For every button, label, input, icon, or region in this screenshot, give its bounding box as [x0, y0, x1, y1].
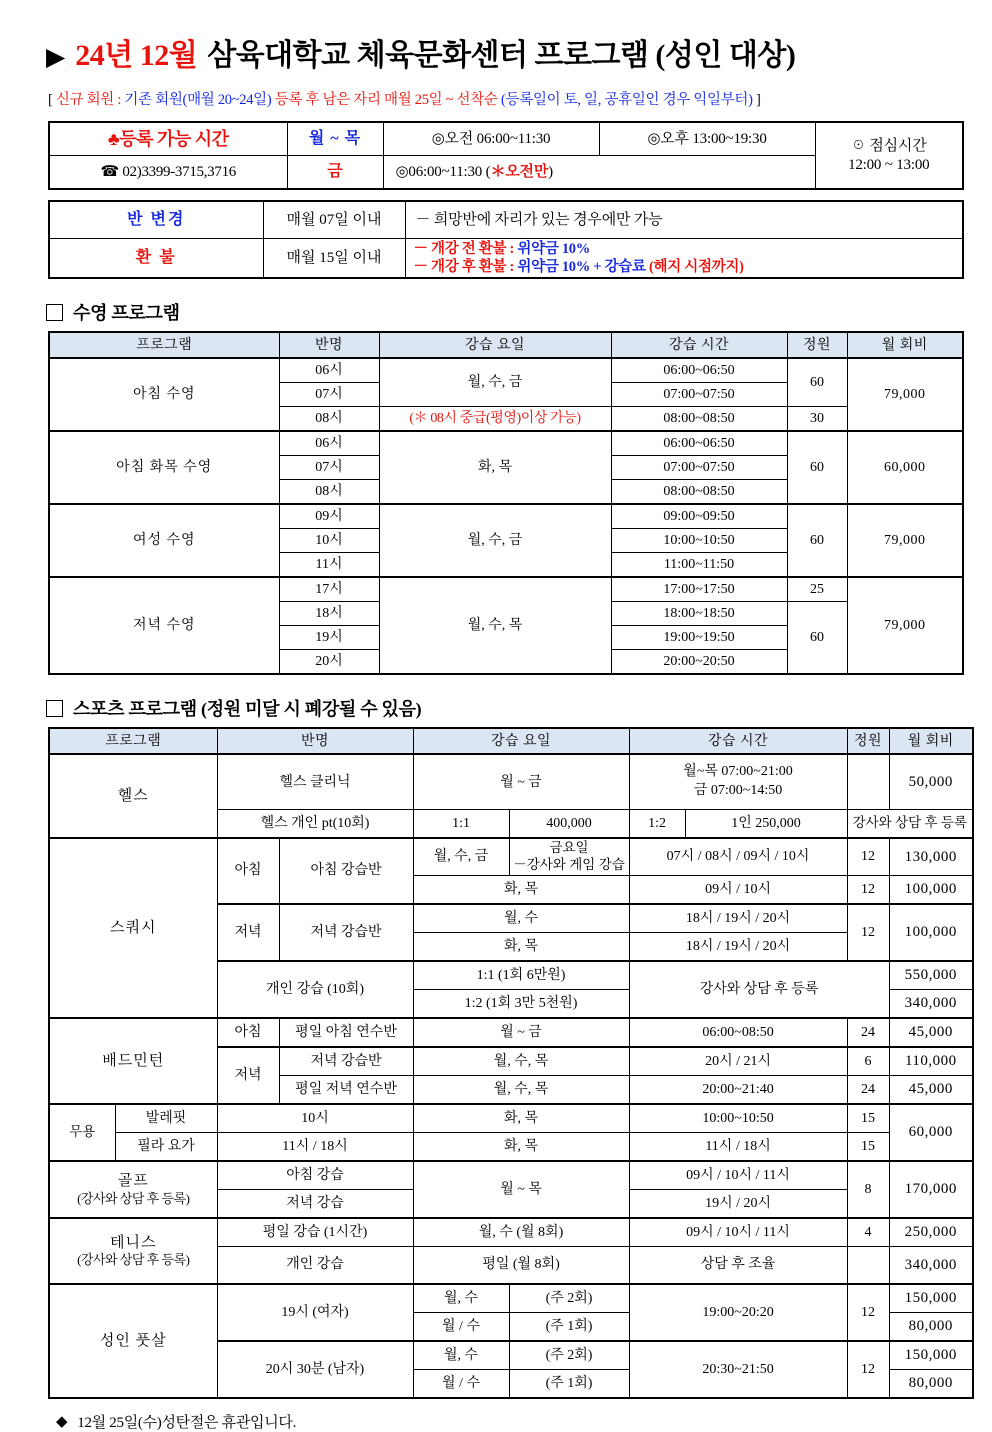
table-header-row	[49, 728, 973, 754]
swim-section-title: 수영 프로그램	[73, 303, 180, 324]
swim-class: 19시	[279, 626, 379, 650]
swim-time: 17:00~17:50	[611, 577, 787, 602]
swim-capacity: 60	[787, 504, 847, 577]
refund-line-1	[414, 240, 961, 258]
badminton-morning-label: 아침	[217, 1018, 279, 1047]
col-time: 강습 시간	[611, 332, 787, 358]
squash-m-days-1b	[509, 838, 629, 875]
futsal-class-1: 19시 (여자)	[217, 1284, 413, 1341]
squash-evening-class: 저녁 강습반	[279, 904, 413, 961]
refund-l2-a: 개강 후 환불 :	[431, 259, 515, 276]
sports-program-futsal: 성인 풋살	[49, 1284, 217, 1398]
squash-e-time-2: 18시 / 19시 / 20시	[629, 933, 847, 962]
registration-phone-cell	[49, 156, 287, 190]
col-capacity: 정원	[787, 332, 847, 358]
health-pt-price-1: 400,000	[509, 810, 629, 839]
squash-m-days-1b-line1: 금요일	[549, 840, 589, 856]
table-row	[49, 201, 963, 239]
health-clinic-days: 월 ~ 금	[413, 754, 629, 810]
swim-time: 07:00~07:50	[611, 456, 787, 480]
badminton-evening-days-1: 월, 수, 목	[413, 1047, 629, 1076]
table-row	[49, 1104, 973, 1133]
registration-days-mon-thu: 월 ~ 목	[287, 122, 383, 156]
swim-class: 07시	[279, 383, 379, 407]
table-row	[49, 1218, 973, 1247]
lunch-label: 점심시간	[869, 137, 927, 154]
swim-class: 10시	[279, 529, 379, 553]
table-row	[49, 1284, 973, 1313]
futsal-time-2: 20:30~21:50	[629, 1341, 847, 1398]
swim-class: 07시	[279, 456, 379, 480]
swim-program-name: 아침 수영	[49, 358, 279, 431]
futsal-days-1b: 월 / 수	[413, 1313, 509, 1342]
col-time: 강습 시간	[629, 728, 847, 754]
dance-time-2: 11시 / 18시	[629, 1133, 847, 1162]
telephone-icon: ☎	[100, 163, 119, 180]
futsal-days-2b: 월 / 수	[413, 1370, 509, 1399]
tennis-time-1: 09시 / 10시 / 11시	[629, 1218, 847, 1247]
health-clinic-capacity	[847, 754, 889, 810]
table-row	[49, 838, 973, 875]
refund-l1-dash: －	[413, 241, 428, 257]
health-pt-class: 헬스 개인 pt(10회)	[217, 810, 413, 839]
swim-program-name: 아침 화목 수영	[49, 431, 279, 504]
tennis-time-2: 상담 후 조율	[629, 1247, 847, 1285]
table-row	[49, 504, 963, 529]
dance-fee: 60,000	[889, 1104, 973, 1161]
page-title	[46, 30, 954, 74]
squash-m-fee-2: 100,000	[889, 876, 973, 905]
col-days: 강습 요일	[379, 332, 611, 358]
futsal-time-1: 19:00~20:20	[629, 1284, 847, 1341]
new-member-notice	[48, 88, 954, 109]
swim-fee: 79,000	[847, 577, 963, 674]
lunch-time-cell	[815, 122, 963, 189]
refund-l1-a: 개강 전 환불 :	[431, 241, 515, 257]
notice-open-bracket: [	[48, 92, 53, 108]
col-class: 반명	[279, 332, 379, 358]
fri-hours-note: ＊오전만	[490, 163, 549, 180]
futsal-fee-2a: 150,000	[889, 1341, 973, 1370]
swim-class: 18시	[279, 602, 379, 626]
futsal-fee-1a: 150,000	[889, 1284, 973, 1313]
swim-class: 08시	[279, 480, 379, 505]
futsal-capacity-2: 12	[847, 1341, 889, 1398]
swim-program-name: 저녁 수영	[49, 577, 279, 674]
health-pt-note: 강사와 상담 후 등록	[847, 810, 973, 839]
dance-class-time-1: 10시	[217, 1104, 413, 1133]
fri-hours-close: )	[548, 163, 553, 180]
squash-m-days-1b-line2: －강사와 게임 강습	[513, 857, 625, 873]
footer-note-text: 12월 25일(수)성탄절은 휴관입니다.	[77, 1415, 297, 1431]
checkbox-empty-icon	[46, 700, 63, 717]
tennis-fee-1: 250,000	[889, 1218, 973, 1247]
golf-class-2: 저녁 강습	[217, 1190, 413, 1219]
table-row	[49, 1018, 973, 1047]
badminton-evening-fee-2: 45,000	[889, 1076, 973, 1105]
futsal-fee-2b: 80,000	[889, 1370, 973, 1399]
registration-afternoon-hours: ◎오후 13:00~19:30	[599, 122, 815, 156]
notice-part4: 매월 25일 ~ 선착순	[384, 92, 498, 108]
squash-private-ratio-1: 1:1 (1회 6만원)	[413, 961, 629, 990]
swim-section-heading	[46, 299, 954, 325]
sports-program-tennis	[49, 1218, 217, 1284]
tennis-days-2: 평일 (월 8회)	[413, 1247, 629, 1285]
squash-evening-label: 저녁	[217, 904, 279, 961]
swim-days: 월, 수, 목	[379, 577, 611, 674]
golf-days: 월 ~ 목	[413, 1161, 629, 1218]
title-main: 삼육대학교 체육문화센터 프로그램 (성인 대상)	[207, 39, 796, 72]
refund-l1-b: 위약금 10%	[517, 241, 590, 257]
swim-time: 06:00~06:50	[611, 358, 787, 383]
badminton-morning-days: 월 ~ 금	[413, 1018, 629, 1047]
col-capacity: 정원	[847, 728, 889, 754]
notice-part5: (등록일이 토, 일, 공휴일인 경우 익일부터)	[501, 92, 753, 108]
swim-class: 08시	[279, 407, 379, 432]
registration-phone: 02)3399-3715,3716	[122, 163, 236, 180]
swim-fee: 79,000	[847, 358, 963, 431]
table-row	[49, 1133, 973, 1162]
tennis-class-1: 평일 강습 (1시간)	[217, 1218, 413, 1247]
swim-time: 11:00~11:50	[611, 553, 787, 578]
health-pt-ratio-2: 1:2	[629, 810, 685, 839]
swim-capacity: 60	[787, 358, 847, 407]
swim-fee: 79,000	[847, 504, 963, 577]
registration-morning-hours: ◎오전 06:00~11:30	[383, 122, 599, 156]
registration-hours-table	[48, 121, 964, 190]
swim-class: 06시	[279, 358, 379, 383]
registration-fri-hours	[383, 156, 815, 190]
swim-class: 11시	[279, 553, 379, 578]
dance-class-time-2: 11시 / 18시	[217, 1133, 413, 1162]
squash-private-class: 개인 강습 (10회)	[217, 961, 413, 1018]
col-fee: 월 회비	[847, 332, 963, 358]
tennis-capacity-1: 4	[847, 1218, 889, 1247]
tennis-name: 테니스	[110, 1234, 157, 1251]
swim-class: 06시	[279, 431, 379, 456]
club-suit-icon: ♣	[107, 128, 120, 149]
footer-note	[56, 1411, 954, 1432]
swim-days: 월, 수, 금	[379, 504, 611, 577]
badminton-evening-capacity-1: 6	[847, 1047, 889, 1076]
dance-capacity-1: 15	[847, 1104, 889, 1133]
notice-part2: 기존 회원(매월 20~24일)	[124, 92, 272, 108]
col-program: 프로그램	[49, 332, 279, 358]
squash-m-capacity-2: 12	[847, 876, 889, 905]
table-row	[49, 431, 963, 456]
squash-private-fee-2: 340,000	[889, 990, 973, 1019]
squash-e-time-1: 18시 / 19시 / 20시	[629, 904, 847, 933]
tennis-name-sub: (강사와 상담 후 등록)	[77, 1252, 190, 1268]
registration-title: 등록 가능 시간	[119, 128, 229, 149]
futsal-freq-2b: (주 1회)	[509, 1370, 629, 1399]
futsal-days-1a: 월, 수	[413, 1284, 509, 1313]
sports-program-golf	[49, 1161, 217, 1218]
futsal-freq-1b: (주 1회)	[509, 1313, 629, 1342]
triangle-right-icon: ▶	[46, 44, 66, 71]
col-class: 반명	[217, 728, 413, 754]
notice-part1: 신규 회원 :	[55, 92, 122, 108]
swim-capacity: 30	[787, 407, 847, 432]
health-clinic-time	[629, 754, 847, 810]
swim-time: 18:00~18:50	[611, 602, 787, 626]
tennis-days-1: 월, 수 (월 8회)	[413, 1218, 629, 1247]
registration-title-cell	[49, 122, 287, 156]
swim-time: 19:00~19:50	[611, 626, 787, 650]
squash-private-note: 강사와 상담 후 등록	[629, 961, 889, 1018]
sports-program-squash: 스쿼시	[49, 838, 217, 1018]
refund-l2-b: 위약금 10% + 강습료	[517, 259, 646, 276]
table-row	[49, 1161, 973, 1190]
refund-description	[405, 239, 963, 279]
sports-section-title: 스포츠 프로그램 (정원 미달 시 폐강될 수 있음)	[73, 699, 422, 720]
futsal-class-2: 20시 30분 (남자)	[217, 1341, 413, 1398]
checkbox-empty-icon	[46, 304, 63, 321]
refund-deadline: 매월 15일 이내	[263, 239, 405, 279]
swim-time: 20:00~20:50	[611, 650, 787, 675]
dance-class-2: 필라 요가	[115, 1133, 217, 1162]
swim-time: 07:00~07:50	[611, 383, 787, 407]
sports-program-dance: 무용	[49, 1104, 115, 1161]
dance-time-1: 10:00~10:50	[629, 1104, 847, 1133]
health-pt-price-2: 1인 250,000	[685, 810, 847, 839]
badminton-morning-fee: 45,000	[889, 1018, 973, 1047]
dance-days-1: 화, 목	[413, 1104, 629, 1133]
squash-m-time-2: 09시 / 10시	[629, 876, 847, 905]
dance-capacity-2: 15	[847, 1133, 889, 1162]
squash-e-capacity: 12	[847, 904, 889, 961]
futsal-days-2a: 월, 수	[413, 1341, 509, 1370]
badminton-evening-class-1: 저녁 강습반	[279, 1047, 413, 1076]
sun-icon: ☉	[850, 137, 866, 154]
title-period: 24년 12월	[75, 39, 198, 72]
swim-class: 20시	[279, 650, 379, 675]
health-clinic-time-line1: 월~목 07:00~21:00	[683, 764, 793, 780]
badminton-evening-days-2: 월, 수, 목	[413, 1076, 629, 1105]
health-clinic-class: 헬스 클리닉	[217, 754, 413, 810]
registration-days-fri: 금	[287, 156, 383, 190]
squash-private-ratio-2: 1:2 (1회 3만 5천원)	[413, 990, 629, 1019]
diamond-icon: ◆	[56, 1414, 68, 1430]
swim-program-table	[48, 331, 964, 675]
badminton-evening-label: 저녁	[217, 1047, 279, 1104]
class-change-label: 반 변경	[49, 201, 263, 239]
golf-name-sub: (강사와 상담 후 등록)	[77, 1190, 190, 1206]
policy-table	[48, 200, 964, 279]
tennis-fee-2: 340,000	[889, 1247, 973, 1285]
squash-m-days-2: 화, 목	[413, 876, 629, 905]
swim-days-note: (＊ 08시 중급(평영)이상 가능)	[379, 407, 611, 432]
badminton-morning-class: 평일 아침 연수반	[279, 1018, 413, 1047]
dance-days-2: 화, 목	[413, 1133, 629, 1162]
table-row	[49, 754, 973, 810]
table-row	[49, 358, 963, 383]
refund-l2-dash: －	[413, 259, 428, 276]
golf-time-2: 19시 / 20시	[629, 1190, 847, 1219]
squash-e-days-2: 화, 목	[413, 933, 629, 962]
table-row	[49, 122, 963, 156]
swim-capacity: 60	[787, 602, 847, 675]
golf-name: 골프	[117, 1173, 149, 1189]
sports-program-health: 헬스	[49, 754, 217, 838]
swim-class: 09시	[279, 504, 379, 529]
refund-line-2	[414, 258, 961, 276]
col-fee: 월 회비	[889, 728, 973, 754]
tennis-capacity-2	[847, 1247, 889, 1285]
badminton-morning-capacity: 24	[847, 1018, 889, 1047]
badminton-evening-class-2: 평일 저녁 연수반	[279, 1076, 413, 1105]
squash-m-days-1a: 월, 수, 금	[413, 838, 509, 875]
fri-hours-text: ◎06:00~11:30 (	[395, 163, 491, 180]
health-clinic-time-line2: 금 07:00~14:50	[693, 783, 783, 799]
sports-program-badminton: 배드민턴	[49, 1018, 217, 1104]
table-header-row	[49, 332, 963, 358]
health-clinic-fee: 50,000	[889, 754, 973, 810]
swim-fee: 60,000	[847, 431, 963, 504]
badminton-evening-time-2: 20:00~21:40	[629, 1076, 847, 1105]
swim-program-name: 여성 수영	[49, 504, 279, 577]
golf-fee: 170,000	[889, 1161, 973, 1218]
golf-class-1: 아침 강습	[217, 1161, 413, 1190]
futsal-freq-1a: (주 2회)	[509, 1284, 629, 1313]
tennis-class-2: 개인 강습	[217, 1247, 413, 1285]
notice-part3: 등록 후 남은 자리	[274, 92, 381, 108]
table-row	[49, 239, 963, 279]
swim-capacity: 60	[787, 431, 847, 504]
swim-class: 17시	[279, 577, 379, 602]
squash-m-fee-1: 130,000	[889, 838, 973, 875]
badminton-evening-capacity-2: 24	[847, 1076, 889, 1105]
squash-m-capacity-1: 12	[847, 838, 889, 875]
badminton-evening-time-1: 20시 / 21시	[629, 1047, 847, 1076]
squash-e-days-1: 월, 수	[413, 904, 629, 933]
squash-e-fee: 100,000	[889, 904, 973, 961]
badminton-morning-time: 06:00~08:50	[629, 1018, 847, 1047]
col-days: 강습 요일	[413, 728, 629, 754]
swim-capacity: 25	[787, 577, 847, 602]
swim-time: 08:00~08:50	[611, 407, 787, 432]
golf-capacity: 8	[847, 1161, 889, 1218]
golf-time-1: 09시 / 10시 / 11시	[629, 1161, 847, 1190]
dance-class-1: 발레핏	[115, 1104, 217, 1133]
futsal-fee-1b: 80,000	[889, 1313, 973, 1342]
swim-time: 08:00~08:50	[611, 480, 787, 505]
col-program: 프로그램	[49, 728, 217, 754]
lunch-time: 12:00 ~ 13:00	[848, 156, 930, 173]
squash-m-time-1: 07시 / 08시 / 09시 / 10시	[629, 838, 847, 875]
refund-label: 환 불	[49, 239, 263, 279]
health-pt-ratio-1: 1:1	[413, 810, 509, 839]
notice-close-bracket: ]	[756, 92, 761, 108]
swim-time: 09:00~09:50	[611, 504, 787, 529]
swim-days: 화, 목	[379, 431, 611, 504]
swim-days: 월, 수, 금	[379, 358, 611, 407]
squash-private-fee-1: 550,000	[889, 961, 973, 990]
sports-section-heading	[46, 695, 954, 721]
swim-time: 10:00~10:50	[611, 529, 787, 553]
refund-l2-c: (해지 시점까지)	[649, 259, 744, 276]
class-change-deadline: 매월 07일 이내	[263, 201, 405, 239]
futsal-freq-2a: (주 2회)	[509, 1341, 629, 1370]
squash-morning-label: 아침	[217, 838, 279, 904]
class-change-description: － 희망반에 자리가 있는 경우에만 가능	[405, 201, 963, 239]
futsal-capacity-1: 12	[847, 1284, 889, 1341]
badminton-evening-fee-1: 110,000	[889, 1047, 973, 1076]
squash-morning-class: 아침 강습반	[279, 838, 413, 904]
table-row	[49, 577, 963, 602]
sports-program-table	[48, 727, 974, 1399]
swim-time: 06:00~06:50	[611, 431, 787, 456]
